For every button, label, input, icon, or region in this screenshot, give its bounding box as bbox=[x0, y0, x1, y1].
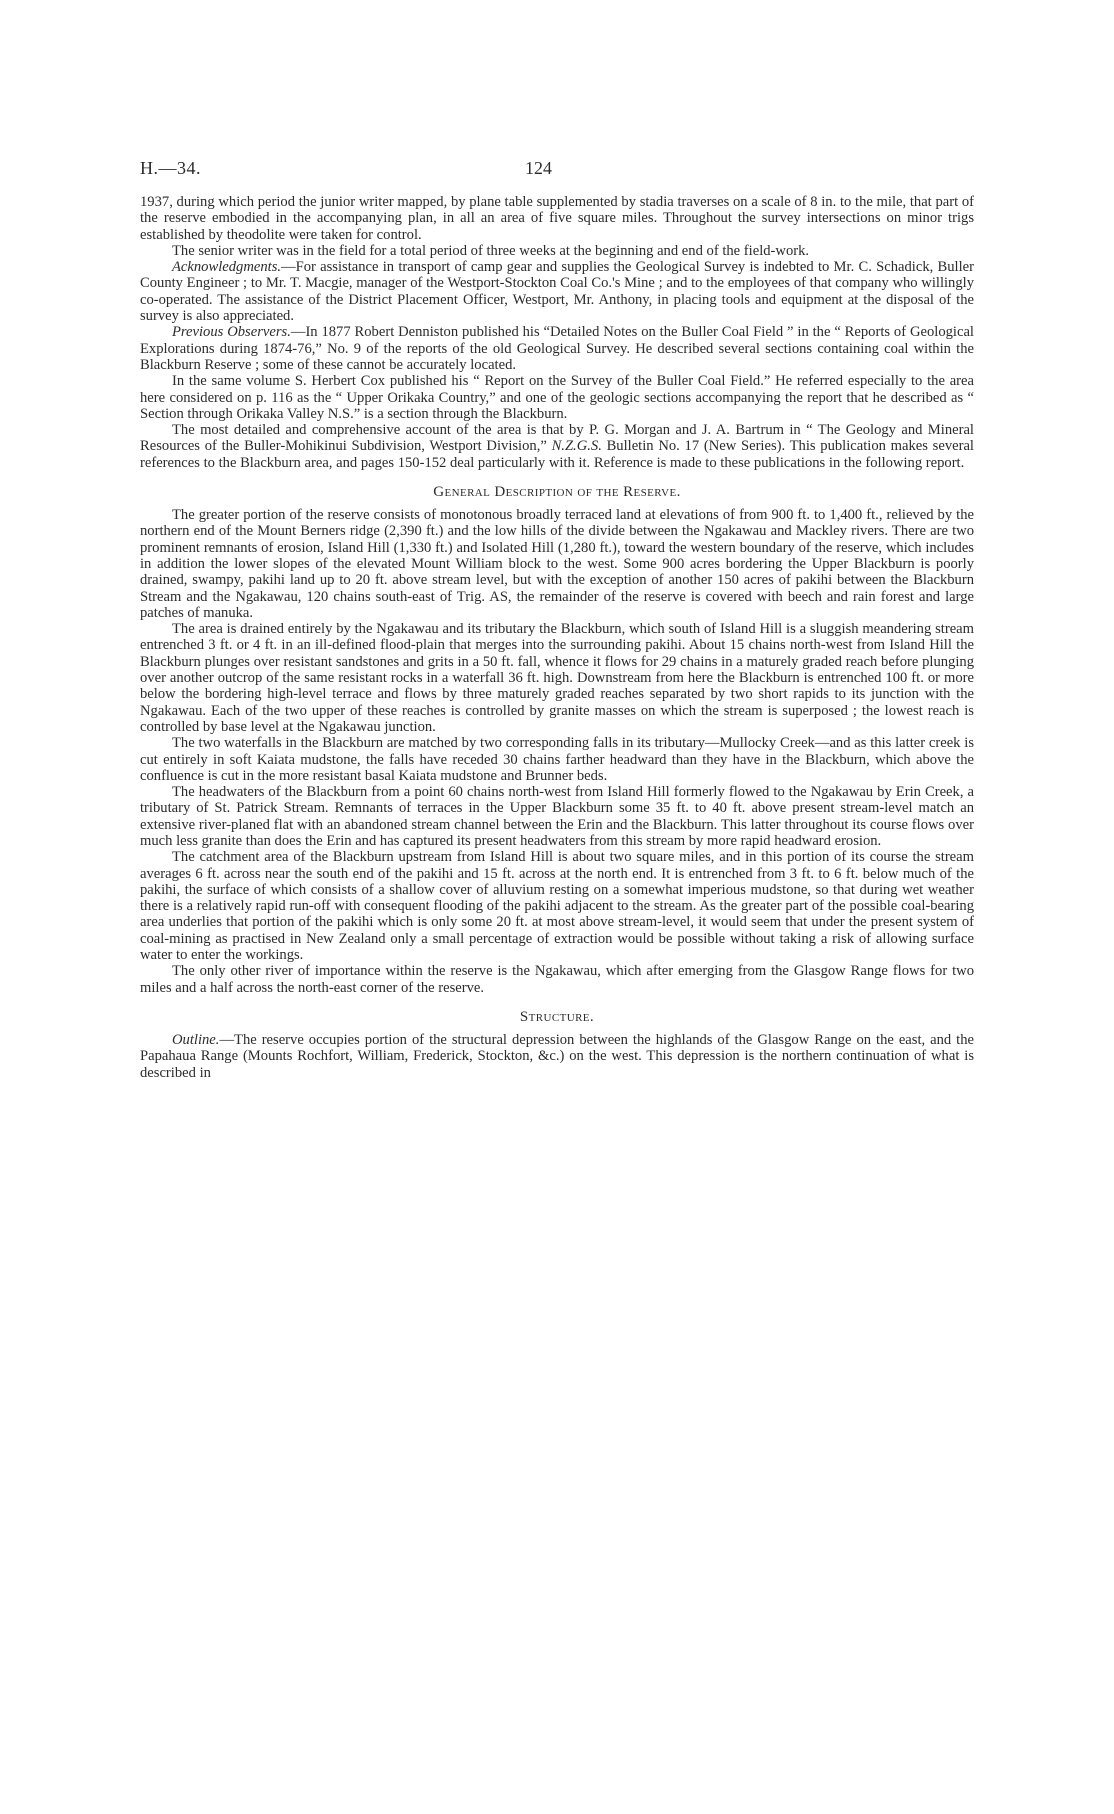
morgan-bartrum-paragraph bbox=[140, 422, 974, 471]
body-text bbox=[140, 194, 974, 1081]
previous-observers-text: —In 1877 Robert Denniston published his “Detailed Notes on the Buller Coal Field ” in the “ Reports of Geological Explorations during 1874-76,” No. 9 of the reports of the old Geological Survey. He described several sections containing coal within the Blackburn Reserve ; some of these cannot be accurately located. bbox=[140, 324, 974, 373]
acknowledgments-label: Acknowledgments. bbox=[172, 259, 282, 276]
structure-heading: Structure. bbox=[519, 1008, 595, 1025]
general-paragraph-4: The headwaters of the Blackburn from a point 60 chains north-west from Island Hill formerly flowed to the Ngakawau by Erin Creek, a tributary of St. Patrick Stream. Remnants of terraces in the Upper Blackburn some 35 ft. to 40 ft. above present stream-level match an extensive river-planed flat with an abandoned stream channel between the Erin and the Blackburn. This latter throughout its course flows over much less granite than does the Erin and has captured its present headwaters from this stream by more rapid headward erosion. bbox=[140, 784, 974, 849]
general-paragraph-3: The two waterfalls in the Blackburn are matched by two corresponding falls in its tributary—Mullocky Creek—and as this latter creek is cut entirely in soft Kaiata mudstone, the falls have receded 30 chains farther headward than they have in the Blackburn, which above the confluence is cut in the more resistant basal Kaiata mudstone and Brunner beds. bbox=[140, 735, 974, 784]
general-paragraph-1: The greater portion of the reserve consists of monotonous broadly terraced land at elevations of from 900 ft. to 1,400 ft., relieved by the northern end of the Mount Berners ridge (2,390 ft.) and the low hills of the divide between the Ngakawau and Mackley rivers. There are two prominent remnants of erosion, Island Hill (1,330 ft.) and Isolated Hill (1,280 ft.), toward the western boundary of the reserve, which includes in addition the lower slopes of the elevated Mount William block to the west. Some 900 acres bordering the Upper Blackburn is poorly drained, swampy, pakihi land up to 20 ft. above stream level, but with the exception of another 150 acres of pakihi between the Blackburn Stream and the Ngakawau, 120 chains south-east of Trig. AS, the remainder of the reserve is covered with beech and rain forest and large patches of manuka. bbox=[140, 507, 974, 621]
morgan-text-a: The most detailed and comprehensive account of the area is that by P. G. Morgan and J. A. Bartrum in “ The Geology and Mineral Resources of the Buller-Mohikinui Subdivision, Westport Division,” bbox=[140, 422, 974, 455]
morgan-text-b: Bulletin No. 17 (New Series). This publication makes several references to the Blackburn area, and pages 150-152 deal particularly with it. Reference is made to these publications in the following report. bbox=[140, 438, 974, 471]
page-number: 124 bbox=[525, 158, 552, 178]
senior-writer-paragraph: The senior writer was in the field for a total period of three weeks at the beginning and end of the field-work. bbox=[172, 242, 810, 259]
previous-observers-label: Previous Observers. bbox=[172, 324, 291, 341]
document-reference: H.—34. bbox=[140, 158, 201, 178]
general-description-heading: General Description of the Reserve. bbox=[433, 484, 681, 501]
bulletin-abbrev: N.Z.G.S. bbox=[551, 438, 602, 455]
outline-text: —The reserve occupies portion of the structural depression between the highlands of the Glasgow Range on the east, and the Papahaua Range (Mounts Rochfort, William, Frederick, Stockton, &c.) on the west. This depression is the northern continuation of what is described in bbox=[140, 1031, 974, 1081]
general-paragraph-5: The catchment area of the Blackburn upstream from Island Hill is about two square miles, and in this portion of its course the stream averages 6 ft. across near the south end of the pakihi and 15 ft. across at the north end. It is entrenched from 3 ft. to 6 ft. below much of the pakihi, the surface of which consists of a shallow cover of alluvium resting on a somewhat imperious mudstone, so that during wet weather there is a relatively rapid run-off with consequent flooding of the pakihi adjacent to the stream. As the greater part of the possible coal-bearing area underlies that portion of the pakihi which is only some 20 ft. at most above stream-level, it would seem that under the present system of coal-mining as practised in New Zealand only a small percentage of extraction would be possible without taking a risk of allowing surface water to enter the workings. bbox=[140, 849, 974, 964]
outline-label: Outline. bbox=[172, 1031, 220, 1048]
general-paragraph-6: The only other river of importance within the reserve is the Ngakawau, which after emerging from the Glasgow Range flows for two miles and a half across the north-east corner of the reserve. bbox=[140, 963, 974, 996]
acknowledgments-text: —For assistance in transport of camp gear and supplies the Geological Survey is indebted to Mr. C. Schadick, Buller County Engineer ; to Mr. T. Macgie, manager of the Westport-Stockton Coal Co.'s Mine ; and to the employees of that company who willingly co-operated. The assistance of the District Placement Officer, Westport, Mr. Anthony, in placing tools and equipment at the disposal of the survey is also appreciated. bbox=[140, 259, 974, 325]
general-paragraph-2: The area is drained entirely by the Ngakawau and its tributary the Blackburn, which south of Island Hill is a sluggish meandering stream entrenched 3 ft. or 4 ft. in an ill-defined flood-plain that merges into the surrounding pakihi. About 15 chains north-west from Island Hill the Blackburn plunges over resistant sandstones and grits in a 50 ft. fall, whence it flows for 29 chains in a maturely graded reach before plunging over another outcrop of the same resistant rocks in a waterfall 36 ft. high. Downstream from here the Blackburn is entrenched 100 ft. or more below the bordering high-level terrace and flows by three maturely graded reaches separated by two short rapids to its junction with the Ngakawau. Each of the two upper of these reaches is controlled by granite masses on which the stream is superposed ; the lowest reach is controlled by base level at the Ngakawau junction. bbox=[140, 621, 974, 735]
intro-paragraph-continued: 1937, during which period the junior writer mapped, by plane table supplemented by stadia traverses on a scale of 8 in. to the mile, that part of the reserve embodied in the accompanying plan, in all an area of five square miles. Throughout the survey intersections on minor trigs established by theodolite were taken for control. bbox=[140, 194, 974, 243]
outline-paragraph bbox=[140, 1032, 974, 1081]
acknowledgments-paragraph bbox=[140, 259, 974, 324]
page-header bbox=[140, 158, 974, 184]
cox-paragraph: In the same volume S. Herbert Cox published his “ Report on the Survey of the Buller Coal Field.” He referred especially to the area here considered on p. 116 as the “ Upper Orikaka Country,” and one of the geologic sections accompanying the report that he described as “ Section through Orikaka Valley N.S.” is a section through the Blackburn. bbox=[140, 373, 974, 422]
previous-observers-paragraph bbox=[140, 324, 974, 373]
